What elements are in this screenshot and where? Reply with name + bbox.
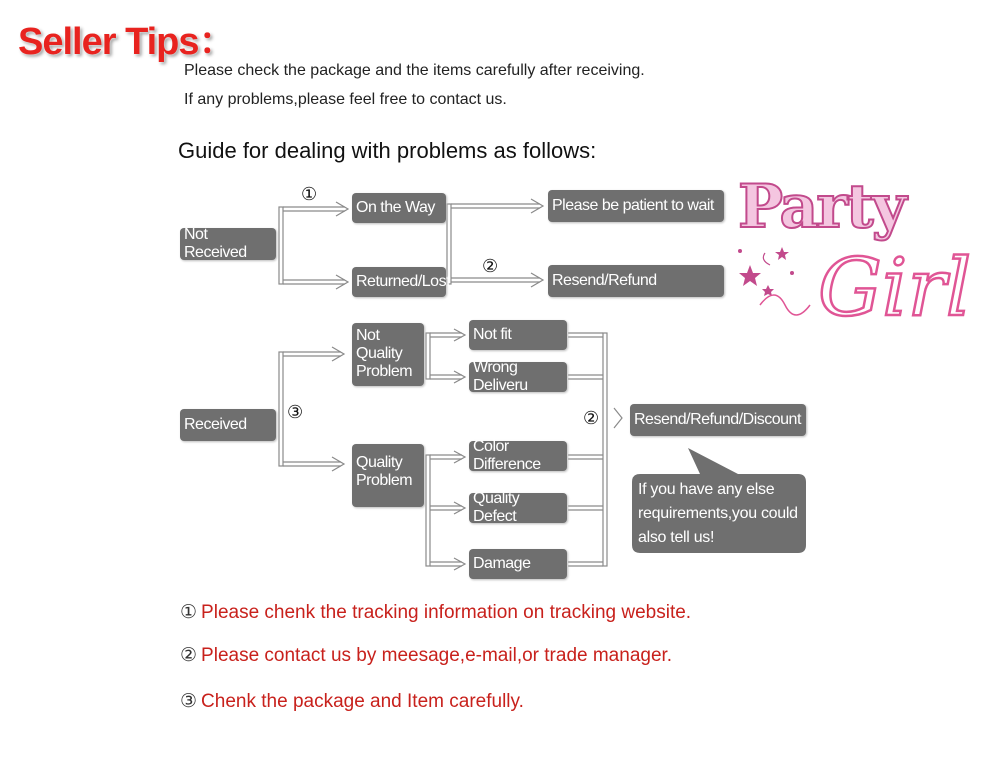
note-3	[180, 690, 524, 713]
marker-2-bottom: ②	[583, 408, 600, 428]
box-resend-refund: Resend/Refund	[548, 265, 724, 297]
note-2-mark: ②	[180, 645, 198, 666]
logo-line-2: Girl	[818, 241, 972, 334]
party-girl-logo	[730, 165, 980, 355]
box-received: Received	[180, 409, 276, 441]
note-1-text: Please chenk the tracking information on tracking website.	[201, 602, 692, 623]
box-not-fit: Not fit	[469, 320, 567, 350]
marker-3: ③	[287, 402, 304, 422]
box-not-quality-problem: Not Quality Problem	[352, 323, 424, 386]
note-2	[180, 644, 672, 667]
box-patient: Please be patient to wait	[548, 190, 724, 222]
intro-line-1: Please check the package and the items carefully after receiving.	[184, 62, 645, 79]
svg-text:Party	[738, 172, 909, 242]
box-on-the-way: On the Way	[352, 193, 446, 223]
box-wrong-delivery: Wrong Deliveru	[469, 362, 567, 392]
intro-line-2: If any problems,please feel free to contact us.	[184, 91, 507, 108]
box-color-difference: Color Difference	[469, 441, 567, 471]
box-quality-defect: Quality Defect	[469, 493, 567, 523]
page-title: Seller Tips：	[18, 21, 236, 63]
note-2-text: Please contact us by meesage,e-mail,or trade manager.	[201, 645, 673, 666]
note-3-text: Chenk the package and Item carefully.	[201, 691, 524, 712]
note-1	[180, 601, 691, 624]
bubble-text: If you have any else requirements,you could also tell us!	[638, 481, 798, 546]
box-resend-refund-discount: Resend/Refund/Discount	[630, 404, 806, 436]
marker-1: ①	[301, 184, 318, 204]
note-1-mark: ①	[180, 602, 198, 623]
box-quality-problem: Quality Problem	[352, 444, 424, 507]
box-not-received: Not Received	[180, 228, 276, 260]
logo-line-1: Party	[738, 172, 905, 242]
marker-2-top: ②	[482, 256, 499, 276]
note-3-mark: ③	[180, 691, 198, 712]
box-damage: Damage	[469, 549, 567, 579]
guide-heading: Guide for dealing with problems as follows:	[178, 138, 597, 163]
box-returned-lost: Returned/Lost	[352, 267, 446, 297]
